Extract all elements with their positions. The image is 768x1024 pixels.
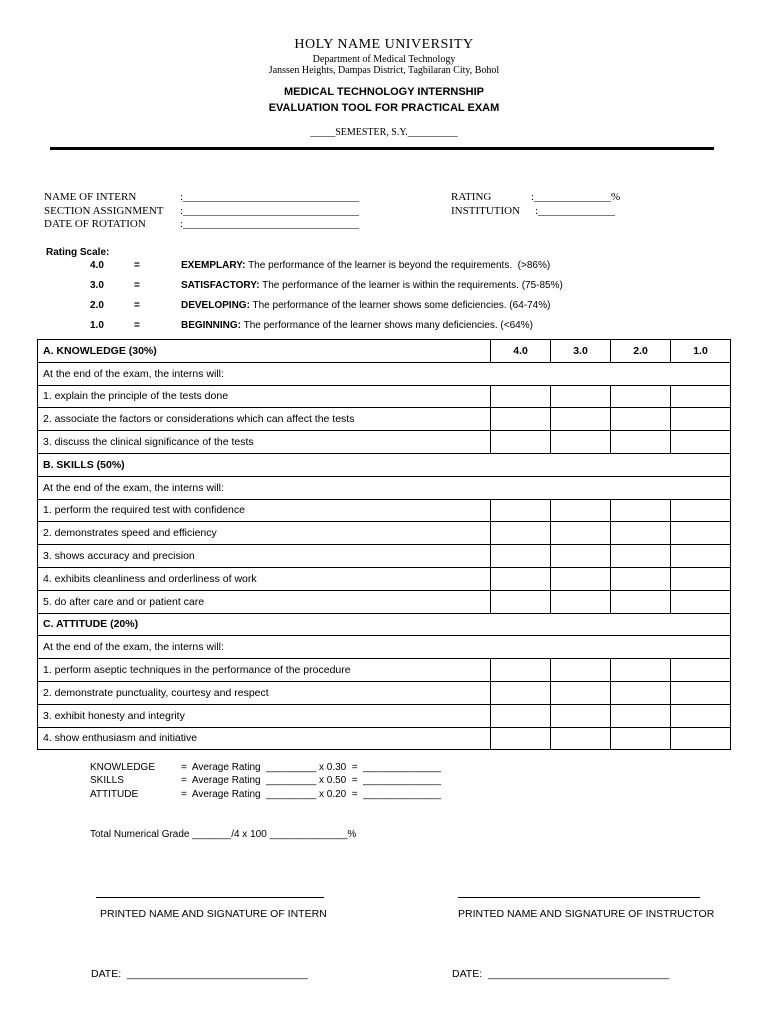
rating-label: RATING bbox=[451, 191, 492, 203]
score-column-header: 2.0 bbox=[611, 340, 671, 363]
scale-value: 1.0 bbox=[90, 320, 104, 331]
score-cell[interactable] bbox=[551, 704, 611, 727]
scale-level: BEGINNING: bbox=[181, 320, 241, 331]
name-field[interactable]: :________________________________ bbox=[180, 191, 360, 203]
semester-line: _____SEMESTER, S.Y.__________ bbox=[310, 127, 458, 138]
scale-description bbox=[181, 320, 533, 331]
instructor-signature-label: PRINTED NAME AND SIGNATURE OF INSTRUCTOR bbox=[458, 908, 715, 920]
table-row-instruction bbox=[38, 476, 731, 499]
scale-description bbox=[181, 300, 550, 311]
score-cell[interactable] bbox=[551, 385, 611, 408]
criterion-text: 3. shows accuracy and precision bbox=[38, 545, 491, 568]
score-cell[interactable] bbox=[551, 545, 611, 568]
address: Janssen Heights, Dampas District, Tagbilaran City, Bohol bbox=[268, 65, 500, 76]
institution-label: INSTITUTION bbox=[451, 205, 521, 217]
date-of-rotation-field[interactable]: :________________________________ bbox=[180, 218, 360, 230]
scale-text: The performance of the learner is beyond the requirements. (>86%) bbox=[248, 260, 551, 271]
table-row-instruction bbox=[38, 362, 731, 385]
criterion-text: 5. do after care and or patient care bbox=[38, 590, 491, 613]
department-name: Department of Medical Technology bbox=[312, 54, 456, 65]
score-cell[interactable] bbox=[551, 522, 611, 545]
table-row-instruction bbox=[38, 636, 731, 659]
form-title-line-1: MEDICAL TECHNOLOGY INTERNSHIP bbox=[283, 86, 485, 98]
score-cell[interactable] bbox=[551, 431, 611, 454]
table-row bbox=[38, 590, 731, 613]
score-cell[interactable] bbox=[551, 567, 611, 590]
summary-skills-formula: = Average Rating _________ x 0.50 = ______________ bbox=[181, 775, 442, 786]
score-cell[interactable] bbox=[491, 545, 551, 568]
score-cell[interactable] bbox=[611, 385, 671, 408]
scale-text: The performance of the learner is within the requirements. (75-85%) bbox=[262, 280, 563, 291]
section-heading: B. SKILLS (50%) bbox=[38, 453, 731, 476]
intern-signature-label: PRINTED NAME AND SIGNATURE OF INTERN bbox=[100, 908, 327, 920]
criterion-text: 2. demonstrate punctuality, courtesy and respect bbox=[38, 681, 491, 704]
score-cell[interactable] bbox=[551, 590, 611, 613]
scale-text: The performance of the learner shows many deficiencies. (<64%) bbox=[243, 320, 533, 331]
score-column-header: 1.0 bbox=[671, 340, 731, 363]
score-cell[interactable] bbox=[491, 567, 551, 590]
table-row bbox=[38, 567, 731, 590]
criterion-text: 4. exhibits cleanliness and orderliness of work bbox=[38, 567, 491, 590]
rating-scale-title: Rating Scale: bbox=[46, 247, 110, 258]
score-column-header: 3.0 bbox=[551, 340, 611, 363]
score-cell[interactable] bbox=[671, 499, 731, 522]
summary-attitude-label: ATTITUDE bbox=[90, 789, 139, 800]
header-divider bbox=[50, 147, 714, 150]
instruction-text: At the end of the exam, the interns will: bbox=[38, 476, 731, 499]
criterion-text: 4. show enthusiasm and initiative bbox=[38, 727, 491, 750]
score-cell[interactable] bbox=[491, 385, 551, 408]
score-cell[interactable] bbox=[611, 545, 671, 568]
table-row bbox=[38, 408, 731, 431]
scale-equals: = bbox=[134, 280, 140, 291]
score-cell[interactable] bbox=[671, 681, 731, 704]
score-cell[interactable] bbox=[611, 499, 671, 522]
table-row bbox=[38, 704, 731, 727]
score-cell[interactable] bbox=[671, 408, 731, 431]
score-cell[interactable] bbox=[491, 499, 551, 522]
section-heading: C. ATTITUDE (20%) bbox=[38, 613, 731, 636]
score-cell[interactable] bbox=[491, 408, 551, 431]
score-cell[interactable] bbox=[491, 431, 551, 454]
table-row bbox=[38, 659, 731, 682]
score-cell[interactable] bbox=[611, 590, 671, 613]
table-row-section bbox=[38, 453, 731, 476]
instructor-signature-line[interactable] bbox=[458, 897, 700, 898]
score-cell[interactable] bbox=[491, 590, 551, 613]
score-cell[interactable] bbox=[671, 659, 731, 682]
score-cell[interactable] bbox=[611, 522, 671, 545]
score-cell[interactable] bbox=[611, 704, 671, 727]
scale-equals: = bbox=[134, 320, 140, 331]
table-row-section bbox=[38, 613, 731, 636]
evaluation-table bbox=[37, 339, 731, 750]
score-cell[interactable] bbox=[671, 545, 731, 568]
score-cell[interactable] bbox=[491, 522, 551, 545]
score-cell[interactable] bbox=[551, 408, 611, 431]
instruction-text: At the end of the exam, the interns will: bbox=[38, 362, 731, 385]
score-cell[interactable] bbox=[671, 522, 731, 545]
table-row bbox=[38, 545, 731, 568]
score-cell[interactable] bbox=[551, 681, 611, 704]
instructor-date-field[interactable]: DATE: _______________________________ bbox=[452, 968, 670, 980]
scale-equals: = bbox=[134, 260, 140, 271]
score-cell[interactable] bbox=[611, 681, 671, 704]
summary-attitude-formula: = Average Rating _________ x 0.20 = ______________ bbox=[181, 789, 442, 800]
rating-field[interactable]: :______________% bbox=[531, 191, 621, 203]
score-cell[interactable] bbox=[611, 659, 671, 682]
total-numerical-grade: Total Numerical Grade _______/4 x 100 ______________% bbox=[90, 829, 357, 840]
form-title-line-2: EVALUATION TOOL FOR PRACTICAL EXAM bbox=[268, 102, 500, 114]
scale-level: DEVELOPING: bbox=[181, 300, 250, 311]
scale-equals: = bbox=[134, 300, 140, 311]
score-cell[interactable] bbox=[671, 431, 731, 454]
score-cell[interactable] bbox=[551, 499, 611, 522]
score-cell[interactable] bbox=[491, 727, 551, 750]
score-column-header: 4.0 bbox=[491, 340, 551, 363]
scale-description bbox=[181, 260, 550, 271]
date-of-rotation-label: DATE OF ROTATION bbox=[44, 218, 146, 230]
table-row bbox=[38, 431, 731, 454]
criterion-text: 2. associate the factors or considerations which can affect the tests bbox=[38, 408, 491, 431]
criterion-text: 3. exhibit honesty and integrity bbox=[38, 704, 491, 727]
table-header-row bbox=[38, 340, 731, 363]
scale-value: 3.0 bbox=[90, 280, 104, 291]
table-row bbox=[38, 681, 731, 704]
score-cell[interactable] bbox=[671, 590, 731, 613]
summary-knowledge-label: KNOWLEDGE bbox=[90, 762, 156, 773]
score-cell[interactable] bbox=[491, 704, 551, 727]
instruction-text: At the end of the exam, the interns will: bbox=[38, 636, 731, 659]
score-cell[interactable] bbox=[671, 385, 731, 408]
section-heading: A. KNOWLEDGE (30%) bbox=[38, 340, 491, 363]
summary-knowledge-formula: = Average Rating _________ x 0.30 = ______________ bbox=[181, 762, 442, 773]
section-label: SECTION ASSIGNMENT bbox=[44, 205, 164, 217]
score-cell[interactable] bbox=[671, 567, 731, 590]
table-row bbox=[38, 499, 731, 522]
score-cell[interactable] bbox=[491, 659, 551, 682]
criterion-text: 3. discuss the clinical significance of the tests bbox=[38, 431, 491, 454]
score-cell[interactable] bbox=[611, 567, 671, 590]
criterion-text: 1. perform the required test with confidence bbox=[38, 499, 491, 522]
score-cell[interactable] bbox=[611, 408, 671, 431]
score-cell[interactable] bbox=[671, 704, 731, 727]
score-cell[interactable] bbox=[551, 659, 611, 682]
institution-field[interactable]: :______________ bbox=[535, 205, 616, 217]
score-cell[interactable] bbox=[611, 431, 671, 454]
university-name: HOLY NAME UNIVERSITY bbox=[294, 37, 474, 52]
scale-level: EXEMPLARY: bbox=[181, 260, 246, 271]
scale-value: 4.0 bbox=[90, 260, 104, 271]
intern-date-field[interactable]: DATE: _______________________________ bbox=[91, 968, 309, 980]
score-cell[interactable] bbox=[611, 727, 671, 750]
scale-description bbox=[181, 280, 563, 291]
scale-value: 2.0 bbox=[90, 300, 104, 311]
score-cell[interactable] bbox=[551, 727, 611, 750]
criterion-text: 1. perform aseptic techniques in the performance of the procedure bbox=[38, 659, 491, 682]
scale-level: SATISFACTORY: bbox=[181, 280, 260, 291]
criterion-text: 1. explain the principle of the tests done bbox=[38, 385, 491, 408]
scale-text: The performance of the learner shows some deficiencies. (64-74%) bbox=[252, 300, 551, 311]
summary-skills-label: SKILLS bbox=[90, 775, 124, 786]
score-cell[interactable] bbox=[671, 727, 731, 750]
criterion-text: 2. demonstrates speed and efficiency bbox=[38, 522, 491, 545]
section-field[interactable]: :________________________________ bbox=[180, 205, 360, 217]
intern-signature-line[interactable] bbox=[96, 897, 324, 898]
score-cell[interactable] bbox=[491, 681, 551, 704]
name-label: NAME OF INTERN bbox=[44, 191, 137, 203]
table-row bbox=[38, 385, 731, 408]
table-row bbox=[38, 727, 731, 750]
table-row bbox=[38, 522, 731, 545]
